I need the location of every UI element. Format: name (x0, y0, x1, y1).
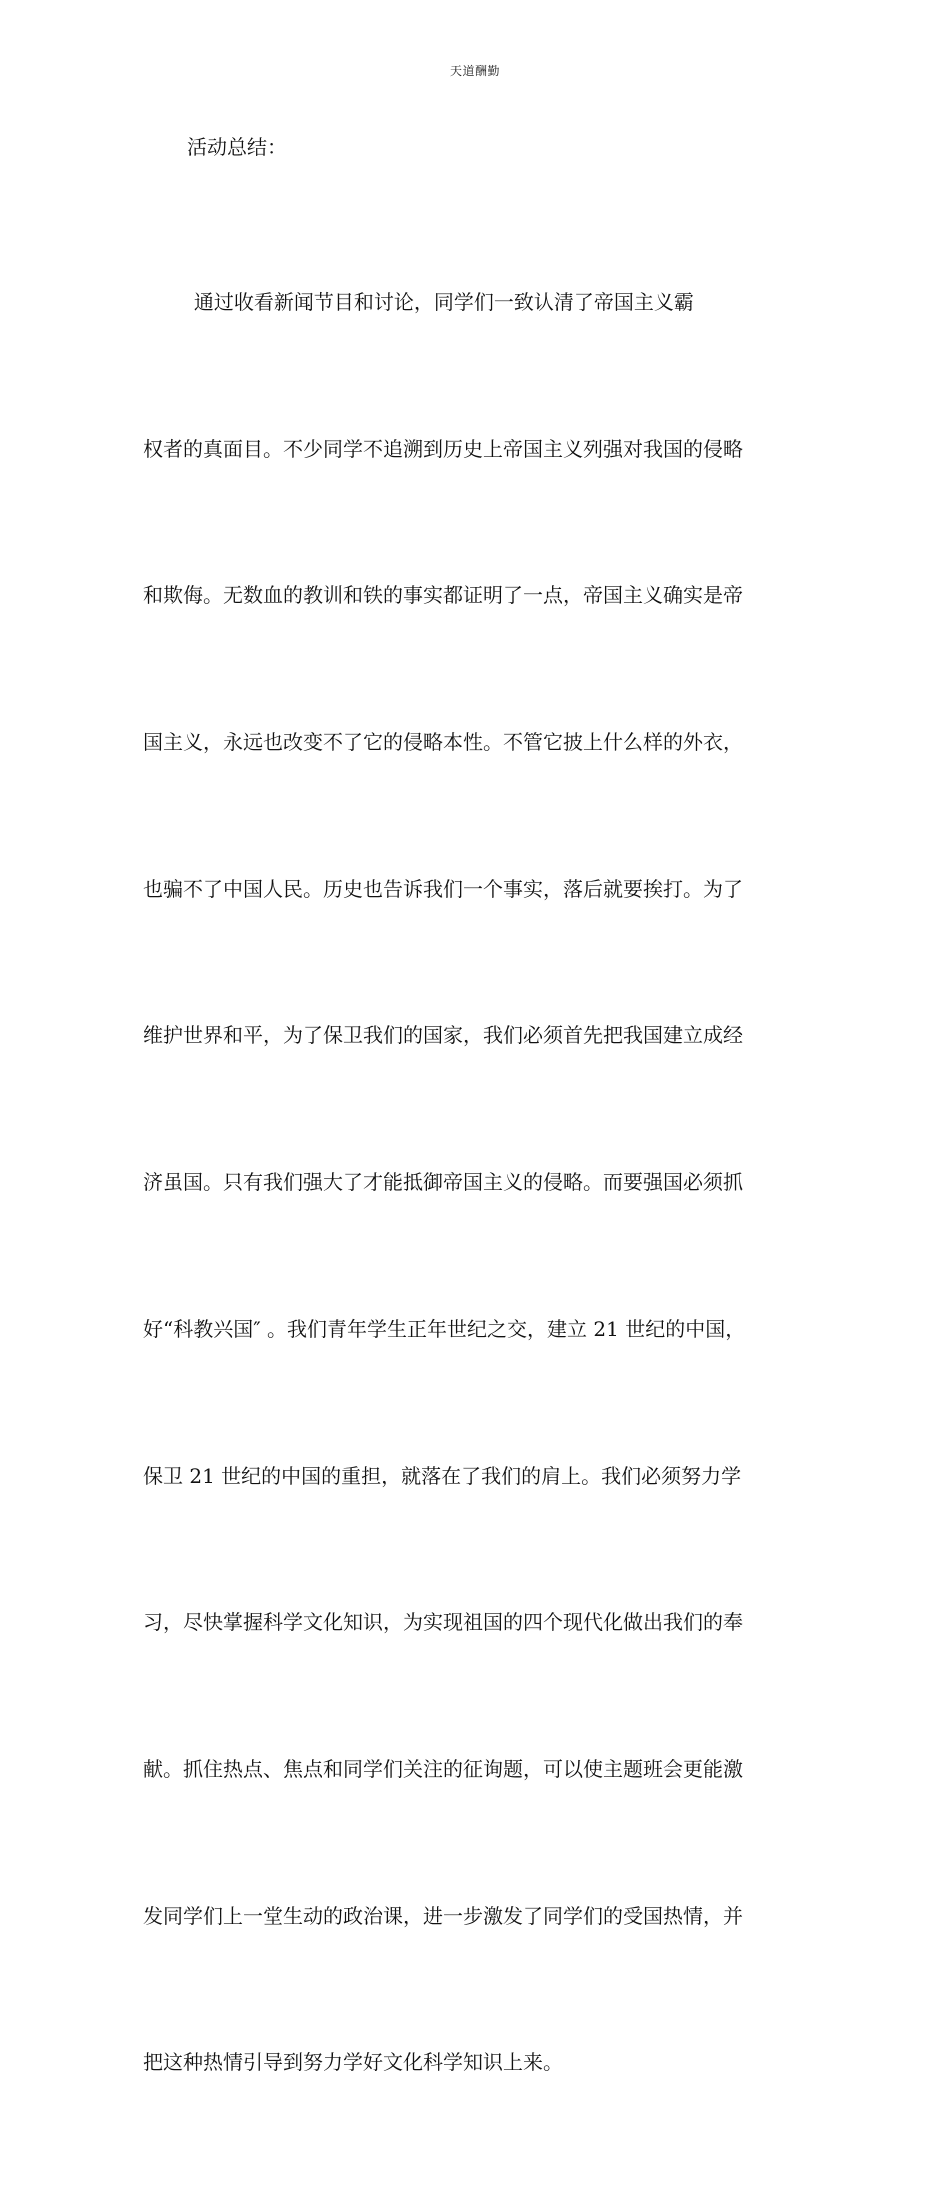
paragraph-line: 把这种热情引导到努力学好文化科学知识上来。 (143, 2050, 563, 2075)
paragraph-line: 通过收看新闻节目和讨论，同学们一致认清了帝国主义霸 (143, 289, 694, 314)
paragraph-line: 也骗不了中国人民。历史也告诉我们一个事实，落后就要挨打。为了 (143, 876, 743, 901)
paragraph-line: 权者的真面目。不少同学不追溯到历史上帝国主义列强对我国的侵略 (143, 436, 743, 461)
paragraph-line: 保卫 21 世纪的中国的重担，就落在了我们的肩上。我们必须努力学 (143, 1463, 742, 1488)
paragraph-line: 国主义，永远也改变不了它的侵略本性。不管它披上什么样的外衣， (143, 729, 743, 754)
paragraph-line: 和欺侮。无数血的教训和铁的事实都证明了一点，帝国主义确实是帝 (143, 583, 743, 608)
section-title: 活动总结： (187, 135, 287, 159)
page-header: 天道酬勤 (449, 64, 500, 78)
paragraph-line: 献。抓住热点、焦点和同学们关注的征询题，可以使主题班会更能激 (143, 1757, 743, 1781)
summary-paragraph (143, 180, 803, 2185)
paragraph-line: 习，尽快掌握科学文化知识，为实现祖国的四个现代化做出我们的奉 (143, 1610, 743, 1635)
paragraph-line: 维护世界和平，为了保卫我们的国家，我们必须首先把我国建立成经 (143, 1023, 743, 1048)
paragraph-line: 好“科教兴国″ 。我们青年学生正年世纪之交，建立 21 世纪的中国， (143, 1316, 746, 1341)
paragraph-line: 发同学们上一堂生动的政治课，进一步激发了同学们的受国热情，并 (143, 1903, 743, 1928)
paragraph-line: 济虽国。只有我们强大了才能抵御帝国主义的侵略。而要强国必须抓 (143, 1170, 743, 1195)
